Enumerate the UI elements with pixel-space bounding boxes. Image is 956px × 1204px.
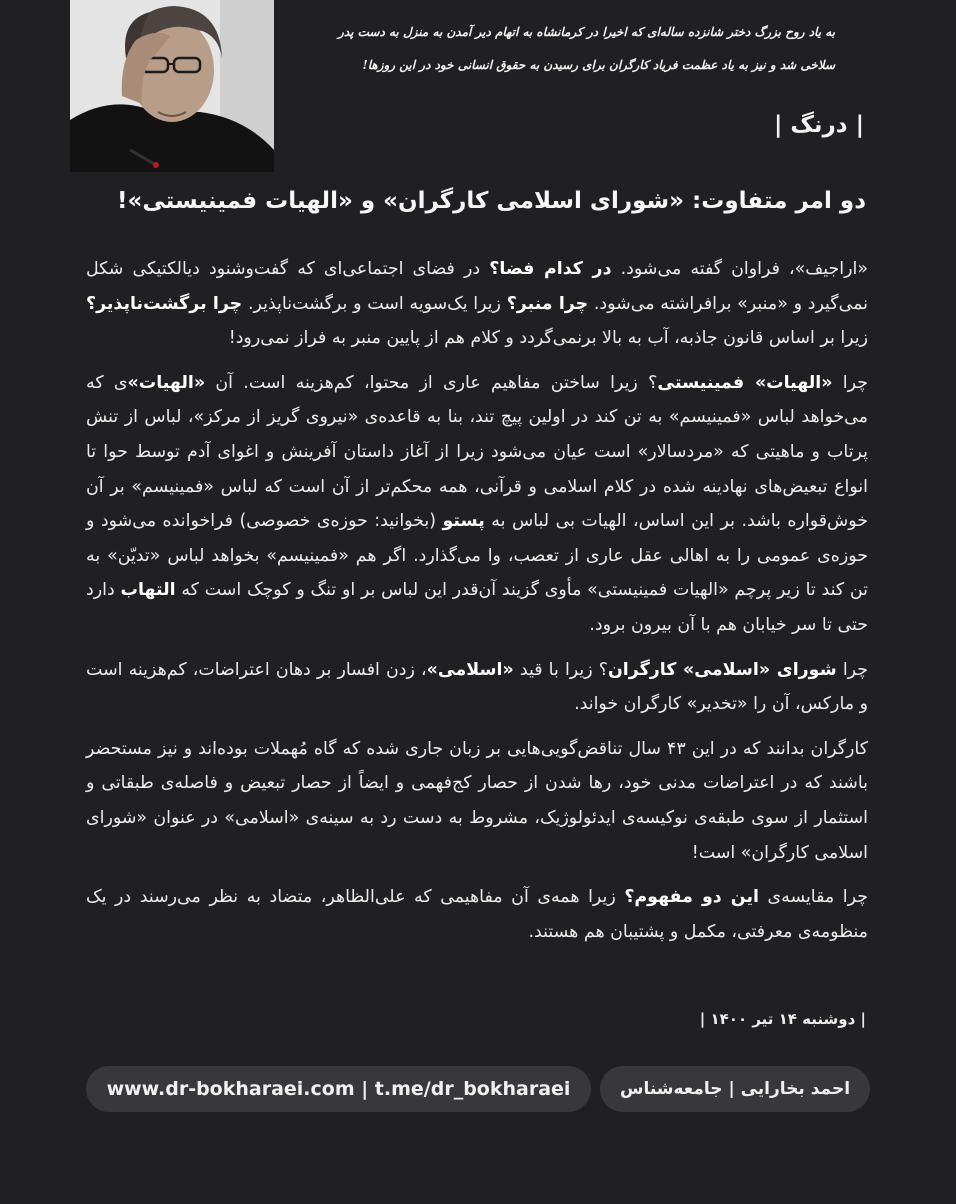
paragraph-3 [86,653,868,722]
author-photo [70,0,274,172]
bold-phrase: شورای «اسلامی» کارگران [607,659,837,680]
bold-phrase: التهاب [120,580,176,601]
text-run: چرا [832,372,868,393]
text-run: ی که می‌خواهد لباس «فمینیسم» به تن کند در اولین پیچ تند، بنا به قاعده‌ی «نیروی گریز از مرکز»، لباس از تنش پرتاب و ماهیتی که «مردسالار» است عیان می‌شود زیرا از آغاز داستان آفرینش و اغوای آدم توسط حوا تا انواع تبعیض‌های نهادینه شده در کلام اسلامی و قرآنی، همه محکم‌تر از آن است که لباس «فمینیسم» بر آن خوش‌قواره باشد. بر این اساس، الهیات بی لباس به [86,372,868,532]
publish-date: | دوشنبه ۱۴ تیر ۱۴۰۰ | [699,1010,866,1028]
bold-phrase: این دو مفهوم؟ [624,887,759,908]
paragraph-2 [86,366,868,643]
page-title: دو امر متفاوت: «شورای اسلامی کارگران» و «الهیات فمینیستی»! [117,188,866,214]
bold-phrase: در کدام فضا؟ [489,259,612,279]
bold-phrase: پستو [442,511,485,532]
text-run: ؟ زیرا با قید [513,659,608,680]
bold-phrase: «الهیات» فمینیستی [657,372,833,393]
dedication-text [290,16,835,82]
text-run: زیرا یک‌سویه است و برگشت‌ناپذیر. [242,293,507,314]
text-run: (بخوانید: حوزه‌ی خصوصی) فراخوانده می‌شود و حوزه‌ی عمومی را به اهالی عقل عاری از تعصب، وا می‌گذارد. اگر هم «فمینیسم» بخواهد لباس «تدیّن» به تن کند تا زیر پرچم «الهیات فمینیستی» مأوی گزیند آن‌قدر این لباس بر او تنگ و کوچک است که [86,511,868,601]
dedication-line-1: به یاد روح بزرگ دختر شانزده ساله‌ای که اخیرا در کرمانشاه به اتهام دیر آمدن به منزل به دست پدر [338,25,835,39]
text-run: زیرا بر اساس قانون جاذبه، آب به بالا برنمی‌گردد و کلام هم از پایین منبر به فراز نمی‌رود! [228,328,868,349]
bold-phrase: چرا منبر؟ [506,293,589,314]
text-run: چرا [836,659,868,680]
dedication-line-2: سلاخی شد و نیز به یاد عظمت فریاد کارگران برای رسیدن به حقوق انسانی خود در این روزها! [362,58,835,72]
text-run: چرا مقایسه‌ی [758,887,868,908]
text-run: «اراجیف»، فراوان گفته می‌شود. [611,259,868,279]
text-run: کارگران بدانند که در این ۴۳ سال تناقض‌گویی‌هایی بر زبان جاری شده که گاه مُهملات بوده‌اند و نیز مستحضر باشند که در اعتراضات مدنی خود، رها شدن از حصار کج‌فهمی و ایضاً از حصار تبعیض و فاصله‌ی طبقاتی و استثمار از سوی طبقه‌ی نوکیسه‌ی ایدئولوژیک، مشروط به دست رد به سینه‌ی «اسلامی» در عنوان «شورای اسلامی کارگران» است! [86,738,869,863]
bold-phrase: «اسلامی» [426,659,514,680]
article-body [86,252,868,959]
text-run: ، زدن افسار بر دهان اعتراضات، کم‌هزینه است و مارکس، آن را «تخدیر» کارگران خواند. [86,659,868,715]
section-label: | درنگ | [773,112,864,138]
text-run: زیرا همه‌ی آن مفاهیمی که علی‌الظاهر، متضاد به نظر می‌رسند در یک منظومه‌ی معرفتی، مکمل و پشتیبان هم هستند. [86,887,868,942]
paragraph-1 [86,252,868,356]
paragraph-5 [86,880,868,949]
author-badge: احمد بخارایی | جامعه‌شناس [600,1066,870,1112]
bold-phrase: چرا برگشت‌ناپذیر؟ [86,293,243,314]
paragraph-4 [86,732,868,870]
text-run: ؟ زیرا ساختن مفاهیم عاری از محتوا، کم‌هزینه است. آن [205,372,658,393]
text-run: دارد حتی تا سر خیابان هم با آن بیرون برود. [86,580,868,635]
website-links[interactable]: www.dr-bokharaei.com | t.me/dr_bokharaei [86,1066,591,1112]
bold-phrase: «الهیات» [127,372,206,393]
text-run: در فضای اجتماعی‌ای که گفت‌وشنود دیالکتیکی شکل نمی‌گیرد و «منبر» برافراشته می‌شود. [86,259,868,314]
